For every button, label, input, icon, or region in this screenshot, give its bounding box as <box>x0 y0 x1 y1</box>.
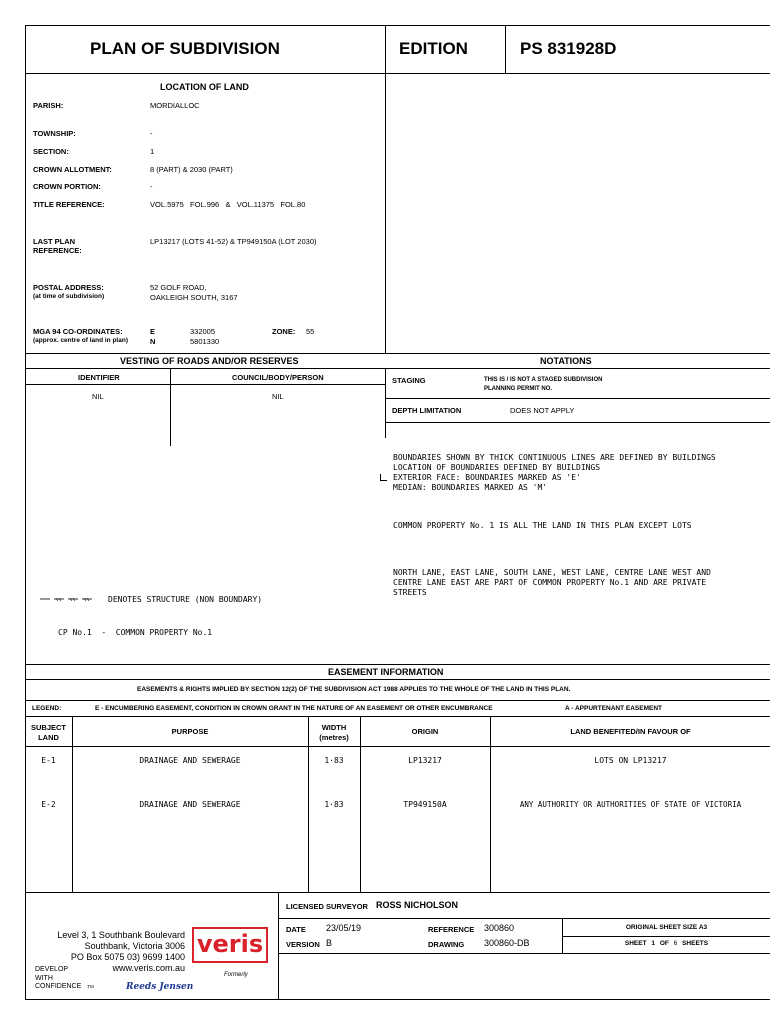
date-value: 23/05/19 <box>326 923 362 933</box>
col-subject-land: SUBJECT <box>30 723 66 732</box>
company-tagline <box>35 966 94 992</box>
drawing-label: DRAWING <box>428 940 465 949</box>
easement-table-header-divider <box>25 746 770 747</box>
crown-allotment-value: 8 (PART) & 2030 (PART) <box>150 165 233 174</box>
crown-portion-label: CROWN PORTION: <box>33 182 101 191</box>
parish-label: PARISH: <box>33 101 64 110</box>
staging-line-2: PLANNING PERMIT NO. <box>484 386 553 392</box>
reference-label: REFERENCE <box>428 925 475 934</box>
edition-label: EDITION <box>399 39 468 58</box>
date-label: DATE <box>286 925 306 934</box>
section-value: 1 <box>150 147 155 156</box>
common-property-notation: COMMON PROPERTY No. 1 IS ALL THE LAND IN THIS PLAN EXCEPT LOTS <box>393 521 692 530</box>
sheet-total: 6 <box>673 940 678 947</box>
depth-limitation-value: DOES NOT APPLY <box>510 406 575 415</box>
easting-value: 332005 <box>190 327 216 336</box>
footer-separator <box>278 892 279 1000</box>
vesting-col-council: COUNCIL/BODY/PERSON <box>232 373 324 382</box>
reference-value: 300860 <box>484 923 515 933</box>
postal-line-1: 52 GOLF ROAD, <box>150 283 207 292</box>
easement-row-width: 1·83 <box>324 756 344 765</box>
lanes-notation: NORTH LANE, EAST LANE, SOUTH LANE, WEST LANE, CENTRE LANE WEST AND CENTRE LANE EAST ARE PART OF COMMON PROPERTY No.1 AND ARE PRIVATE STREETS <box>393 568 711 597</box>
header-divider <box>25 73 770 74</box>
col-width: WIDTH <box>321 723 347 732</box>
former-company-name: Reeds Jensen <box>126 982 194 992</box>
company-website: www.veris.com.au <box>112 963 185 973</box>
vesting-identifier-value: NIL <box>92 392 104 401</box>
section-divider <box>25 353 770 354</box>
structure-legend-text: DENOTES STRUCTURE (NON BOUNDARY) <box>108 595 263 604</box>
vesting-heading: VESTING OF ROADS AND/OR RESERVES <box>120 356 299 366</box>
vesting-header-divider <box>25 384 385 385</box>
surveyor-name: ROSS NICHOLSON <box>376 900 459 910</box>
staging-label: STAGING <box>392 376 426 385</box>
location-heading: LOCATION OF LAND <box>160 82 249 92</box>
vesting-right-border <box>385 368 386 438</box>
easement-row-benefit: LOTS ON LP13217 <box>594 756 667 765</box>
section-divider <box>25 368 770 369</box>
vesting-col-separator <box>170 368 171 446</box>
address-line-3: PO Box 5075 03) 9699 1400 <box>70 952 185 962</box>
vesting-col-identifier: IDENTIFIER <box>78 373 120 382</box>
title-reference-value: VOL.5975 FOL.996 & VOL.11375 FOL.80 <box>150 200 306 209</box>
footer-top-border <box>25 892 770 893</box>
col-subject-land-2: LAND <box>38 733 59 742</box>
title-reference-label: TITLE REFERENCE: <box>33 200 105 209</box>
easement-implied-text: EASEMENTS & RIGHTS IMPLIED BY SECTION 12(2) OF THE SUBDIVISION ACT 1988 APPLIES TO THE WHOLE OF THE LAND IN THIS PLAN. <box>137 686 571 693</box>
zone-label: ZONE: <box>272 327 296 336</box>
notations-divider <box>385 398 770 399</box>
col-purpose: PURPOSE <box>171 727 209 736</box>
footer-divider <box>562 936 770 937</box>
easement-row-width: 1·83 <box>324 800 344 809</box>
easement-divider <box>25 679 770 680</box>
zone-value: 55 <box>306 327 315 336</box>
last-plan-label-2: REFERENCE: <box>33 246 82 255</box>
township-value: - <box>150 129 153 138</box>
easement-divider <box>25 716 770 717</box>
plan-title: PLAN OF SUBDIVISION <box>90 39 280 58</box>
township-label: TOWNSHIP: <box>33 129 76 138</box>
version-label: VERSION <box>286 940 320 949</box>
last-plan-value: LP13217 (LOTS 41-52) & TP949150A (LOT 2030) <box>150 237 317 246</box>
sheet-number: 1 <box>651 940 655 947</box>
easement-row-origin: TP949150A <box>403 800 447 809</box>
parish-value: MORDIALLOC <box>150 101 200 110</box>
easement-top-border <box>25 664 770 665</box>
postal-line-2: OAKLEIGH SOUTH, 3167 <box>150 293 238 302</box>
postal-address-label: POSTAL ADDRESS: <box>33 283 104 292</box>
depth-limitation-label: DEPTH LIMITATION <box>392 406 462 415</box>
veris-logo <box>192 927 268 963</box>
easting-label: E <box>150 327 156 336</box>
section-label: SECTION: <box>33 147 69 156</box>
northing-label: N <box>150 337 156 346</box>
sheet-word: SHEET <box>624 940 647 947</box>
easement-legend-appurtenant: A - APPURTENANT EASEMENT <box>565 705 663 712</box>
easement-row-purpose: DRAINAGE AND SEWERAGE <box>139 756 241 765</box>
boundaries-notation: BOUNDARIES SHOWN BY THICK CONTINUOUS LINES ARE DEFINED BY BUILDINGS LOCATION OF BOUNDARIES DEFINED BY BUILDINGS EXTERIOR FACE: BOUNDARIES MARKED AS 'E' MEDIAN: BOUNDARIES MARKED AS 'M' <box>393 453 716 492</box>
formerly-label: Formerly <box>224 972 248 978</box>
easement-divider <box>25 700 770 701</box>
veris-logo-text: veris <box>196 930 264 958</box>
col-land-benefited: LAND BENEFITED/IN FAVOUR OF <box>570 727 691 736</box>
footer-divider <box>278 918 770 919</box>
northing-value: 5801330 <box>190 337 220 346</box>
surveyor-label: LICENSED SURVEYOR <box>286 902 368 911</box>
header-separator <box>385 25 386 73</box>
easement-row-purpose: DRAINAGE AND SEWERAGE <box>139 800 241 809</box>
plan-border <box>25 25 770 1000</box>
vesting-council-value: NIL <box>272 392 284 401</box>
tagline-2: WITH <box>35 974 53 982</box>
address-line-2: Southbank, Victoria 3006 <box>84 941 185 951</box>
easement-legend-label: LEGEND: <box>32 705 62 712</box>
staging-line-1: THIS IS / IS NOT A STAGED SUBDIVISION <box>484 377 603 383</box>
crown-portion-value: - <box>150 182 153 191</box>
drawing-value: 300860-DB <box>484 938 530 948</box>
plan-number: PS 831928D <box>520 39 617 58</box>
tagline-3: CONFIDENCE <box>35 983 82 990</box>
original-sheet-size: ORIGINAL SHEET SIZE A3 <box>625 924 708 931</box>
sheets-word: SHEETS <box>682 940 709 947</box>
easement-heading: EASEMENT INFORMATION <box>328 667 444 677</box>
crown-allotment-label: CROWN ALLOTMENT: <box>33 165 112 174</box>
notations-divider <box>385 422 770 423</box>
easement-row-benefit: ANY AUTHORITY OR AUTHORITIES OF STATE OF VICTORIA <box>519 800 742 809</box>
sheet-counter <box>562 940 770 947</box>
easement-legend-encumbering: E - ENCUMBERING EASEMENT, CONDITION IN CROWN GRANT IN THE NATURE OF AN EASEMENT OR OTHER ENCUMBRANCE <box>95 705 493 712</box>
exterior-face-marker-icon <box>380 474 387 481</box>
postal-address-sub: (at time of subdivision) <box>33 293 105 300</box>
common-property-legend: CP No.1 - COMMON PROPERTY No.1 <box>58 628 213 637</box>
address-line-1: Level 3, 1 Southbank Boulevard <box>57 930 185 940</box>
easement-row-subject: E-2 <box>41 800 56 809</box>
header-separator <box>505 25 506 73</box>
easement-row-origin: LP13217 <box>408 756 442 765</box>
structure-line-symbol-icon <box>40 595 96 603</box>
notations-heading: NOTATIONS <box>540 356 592 366</box>
mga-label: MGA 94 CO-ORDINATES: <box>33 327 123 336</box>
location-right-border <box>385 73 386 353</box>
last-plan-label: LAST PLAN <box>33 237 76 246</box>
footer-divider <box>278 953 770 954</box>
mga-sub: (approx. centre of land in plan) <box>33 337 128 344</box>
col-width-units: (metres) <box>319 733 349 742</box>
version-value: B <box>326 938 333 948</box>
trademark-symbol: TM <box>87 984 94 989</box>
tagline-1: DEVELOP <box>35 966 69 973</box>
of-word: OF <box>659 940 669 947</box>
col-origin: ORIGIN <box>411 727 439 736</box>
easement-row-subject: E-1 <box>41 756 56 765</box>
